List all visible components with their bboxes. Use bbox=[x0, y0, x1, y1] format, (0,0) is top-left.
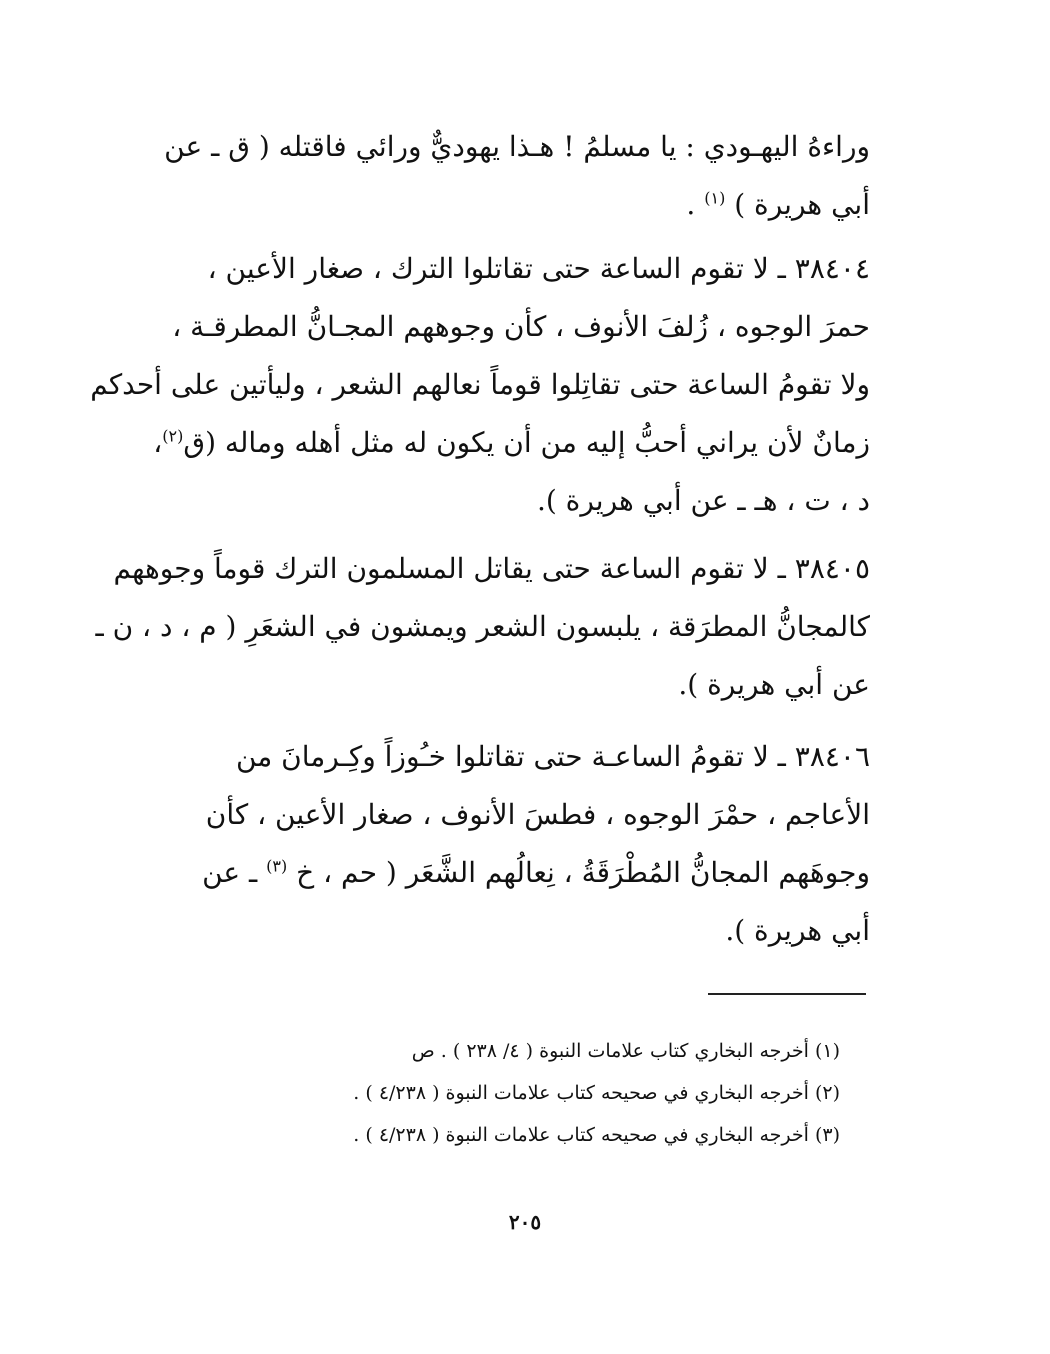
text-line: ٣٨٤٠٥ ـ لا تقوم الساعة حتى يقاتل المسلمون الترك قوماً وجوههم bbox=[113, 552, 870, 585]
text-line: ٣٨٤٠٦ ـ لا تقومُ الساعـة حتى تقاتلوا خـُوزاً وكِـرمانَ من bbox=[235, 740, 870, 773]
footnote-3: (٣) أخرجه البخاري في صحيحه كتاب علامات النبوة ( ٤/٢٣٨ ) . bbox=[353, 1124, 840, 1146]
footnotes bbox=[220, 1030, 840, 1156]
text-line bbox=[160, 844, 870, 902]
text-line bbox=[153, 414, 870, 472]
hadith-38404 bbox=[90, 240, 870, 530]
continuation-paragraph bbox=[160, 118, 870, 234]
text-line: د ، ت ، هـ ـ عن أبي هريرة ). bbox=[536, 484, 870, 517]
text-segment: . bbox=[686, 188, 705, 221]
text-line bbox=[160, 176, 870, 234]
text-segment: زمانٌ لأن يراني أحبُّ إليه من أن يكون له مثل أهله وماله (ق bbox=[183, 426, 870, 459]
hadith-38405 bbox=[95, 540, 870, 714]
text-line: وراءهُ اليهـودي : يا مسلمُ ! هـذا يهوديٌّ ورائي فاقتله ( ق ـ عن bbox=[164, 130, 870, 163]
footnote-ref: (١) bbox=[704, 188, 726, 208]
text-line: ٣٨٤٠٤ ـ لا تقوم الساعة حتى تقاتلوا الترك ، صغار الأعين ، bbox=[207, 252, 870, 285]
hadith-38406 bbox=[160, 728, 870, 960]
text-line: أبي هريرة ). bbox=[725, 914, 870, 947]
footnote-2: (٢) أخرجه البخاري في صحيحه كتاب علامات النبوة ( ٤/٢٣٨ ) . bbox=[353, 1082, 840, 1104]
text-line: ولا تقومُ الساعة حتى تقاتِلوا قوماً نعالهم الشعر ، وليأتين على أحدكم bbox=[90, 368, 870, 401]
page-number: ٢٠٥ bbox=[508, 1210, 542, 1234]
text-line: عن أبي هريرة ). bbox=[678, 668, 870, 701]
text-line: الأعاجم ، حمْرَ الوجوه ، فطسَ الأنوف ، صغار الأعين ، كأن bbox=[205, 798, 870, 831]
text-segment: ـ عن bbox=[202, 856, 258, 889]
text-segment: وجوهَهم المجانُّ المُطْرَقَةُ ، نِعالُهم الشَّعَر ( حم ، خ bbox=[296, 856, 870, 889]
footnote-ref: (٢) bbox=[162, 426, 184, 446]
footnote-ref: (٣) bbox=[266, 856, 288, 876]
text-segment: ، bbox=[153, 426, 163, 459]
text-line: حمرَ الوجوه ، زُلفَ الأنوف ، كأن وجوههم المجـانُّ المطرقـة ، bbox=[172, 310, 870, 343]
text-line: كالمجانُّ المطرَقة ، يلبسون الشعر ويمشون في الشعَرِ ( م ، د ، ن ـ bbox=[95, 610, 870, 643]
footnote-1: (١) أخرجه البخاري كتاب علامات النبوة ( ٤/ ٢٣٨ ) . ص bbox=[411, 1040, 840, 1062]
footnote-separator bbox=[708, 993, 866, 995]
text-segment: أبي هريرة ) bbox=[734, 188, 870, 221]
